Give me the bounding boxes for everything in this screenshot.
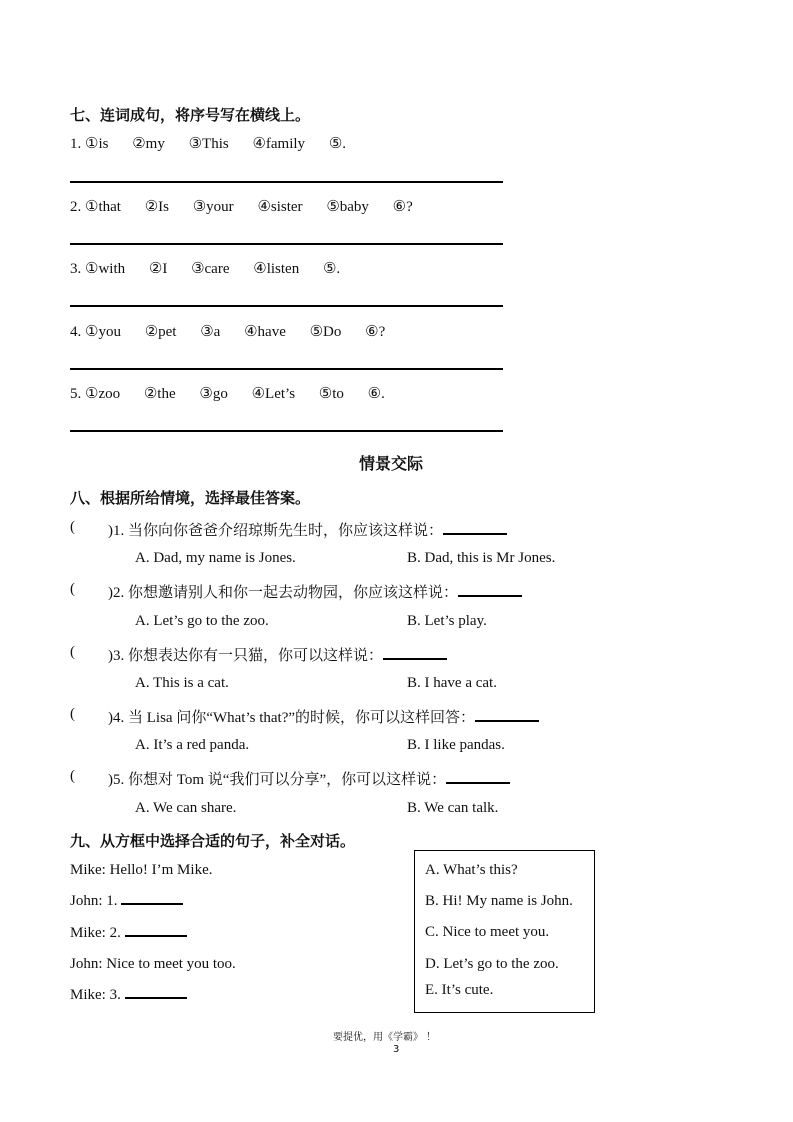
question-text: 你想表达你有一只猫，你可以这样说： <box>128 648 384 664</box>
word-token: ④Let’s <box>251 386 296 402</box>
word-token: ③care <box>191 261 230 277</box>
item-number: 3. <box>70 261 82 277</box>
part-title: 情景交际 <box>359 454 424 473</box>
dialogue-line-4: John: Nice to meet you too. <box>70 956 236 972</box>
answer-blank[interactable] <box>446 781 510 784</box>
dialogue-text: John: 1. <box>70 893 118 909</box>
item-number: 1. <box>70 136 82 152</box>
word-token: ⑥? <box>365 324 386 340</box>
answer-blank[interactable] <box>475 719 539 722</box>
reorder-item-4 <box>70 322 405 341</box>
word-token: ①zoo <box>85 386 121 402</box>
word-token: ①with <box>85 261 126 277</box>
answer-paren: ( <box>70 768 75 784</box>
dialogue-text: Mike: 2. <box>70 925 121 941</box>
box-option-d: D. Let’s go to the zoo. <box>425 956 559 972</box>
word-token: ⑥. <box>367 386 385 402</box>
answer-blank[interactable] <box>125 934 187 937</box>
question-2 <box>108 581 522 602</box>
question-text: 当 Lisa 问你“What’s that?”的时候，你可以这样回答： <box>128 710 476 726</box>
question-3 <box>108 644 447 665</box>
answer-blank[interactable] <box>383 657 447 660</box>
word-token: ③a <box>200 324 221 340</box>
question-1 <box>108 519 507 540</box>
page-number: 3 <box>393 1044 400 1055</box>
word-token: ⑤Do <box>309 324 342 340</box>
reorder-item-3 <box>70 259 360 278</box>
reorder-item-1 <box>70 134 366 153</box>
word-token: ②my <box>132 136 165 152</box>
option-b: B. We can talk. <box>407 800 499 816</box>
word-token: ②I <box>148 261 168 277</box>
word-token: ⑥? <box>392 199 413 215</box>
answer-line-4[interactable] <box>70 368 503 370</box>
option-a: A. It’s a red panda. <box>135 737 250 753</box>
word-token: ①is <box>85 136 109 152</box>
box-option-e: E. It’s cute. <box>425 982 494 998</box>
answer-paren: ( <box>70 706 75 722</box>
option-b: B. Let’s play. <box>407 613 487 629</box>
word-token: ④sister <box>257 199 303 215</box>
question-text: 当你向你爸爸介绍琼斯先生时，你应该这样说： <box>128 523 444 539</box>
question-4 <box>108 706 539 727</box>
reorder-item-2 <box>70 197 433 216</box>
option-b: B. Dad, this is Mr Jones. <box>407 550 556 566</box>
answer-blank[interactable] <box>458 594 522 597</box>
word-token: ③go <box>199 386 228 402</box>
box-option-b: B. Hi! My name is John. <box>425 893 573 909</box>
question-label: )5. <box>108 772 125 788</box>
word-token: ③This <box>188 136 229 152</box>
section-8-title: 八、根据所给情境，选择最佳答案。 <box>70 489 311 507</box>
word-token: ⑤. <box>328 136 347 152</box>
dialogue-line-3 <box>70 925 187 942</box>
answer-line-3[interactable] <box>70 305 503 307</box>
word-token: ②pet <box>144 324 177 340</box>
answer-blank[interactable] <box>125 996 187 999</box>
question-text: 你想邀请别人和你一起去动物园，你应该这样说： <box>128 585 459 601</box>
answer-paren: ( <box>70 519 75 535</box>
section-9-title: 九、从方框中选择合适的句子，补全对话。 <box>70 832 356 850</box>
answer-line-5[interactable] <box>70 430 503 432</box>
question-label: )4. <box>108 710 125 726</box>
box-option-a: A. What’s this? <box>425 862 518 878</box>
answer-line-1[interactable] <box>70 181 503 183</box>
question-label: )2. <box>108 585 125 601</box>
answer-line-2[interactable] <box>70 243 503 245</box>
question-label: )1. <box>108 523 125 539</box>
option-b: B. I have a cat. <box>407 675 497 691</box>
word-token: ④have <box>244 324 286 340</box>
word-token: ④family <box>252 136 306 152</box>
question-5 <box>108 768 510 789</box>
option-a: A. Let’s go to the zoo. <box>135 613 269 629</box>
answer-paren: ( <box>70 581 75 597</box>
word-token: ①you <box>85 324 121 340</box>
option-a: A. Dad, my name is Jones. <box>135 550 296 566</box>
word-token: ②the <box>143 386 176 402</box>
word-token: ⑤baby <box>326 199 369 215</box>
option-a: A. We can share. <box>135 800 237 816</box>
word-token: ④listen <box>253 261 300 277</box>
option-b: B. I like pandas. <box>407 737 505 753</box>
answer-blank[interactable] <box>443 532 507 535</box>
dialogue-line-2 <box>70 893 183 910</box>
footer-slogan: 要提优，用《学霸》 ！ <box>333 1032 437 1043</box>
section-7-title: 七、连词成句，将序号写在横线上。 <box>70 106 311 124</box>
word-token: ⑤to <box>318 386 344 402</box>
item-number: 2. <box>70 199 82 215</box>
word-token: ③your <box>192 199 234 215</box>
word-token: ②Is <box>144 199 169 215</box>
dialogue-line-5 <box>70 987 187 1004</box>
answer-blank[interactable] <box>121 902 183 905</box>
options-box <box>414 850 595 1013</box>
word-token: ①that <box>85 199 121 215</box>
answer-paren: ( <box>70 644 75 660</box>
dialogue-line-1: Mike: Hello! I’m Mike. <box>70 862 213 878</box>
box-option-c: C. Nice to meet you. <box>425 924 550 940</box>
dialogue-text: Mike: 3. <box>70 987 121 1003</box>
question-text: 你想对 Tom 说“我们可以分享”，你可以这样说： <box>128 772 447 788</box>
question-label: )3. <box>108 648 125 664</box>
item-number: 5. <box>70 386 82 402</box>
reorder-item-5 <box>70 384 405 403</box>
word-token: ⑤. <box>322 261 341 277</box>
item-number: 4. <box>70 324 82 340</box>
option-a: A. This is a cat. <box>135 675 229 691</box>
